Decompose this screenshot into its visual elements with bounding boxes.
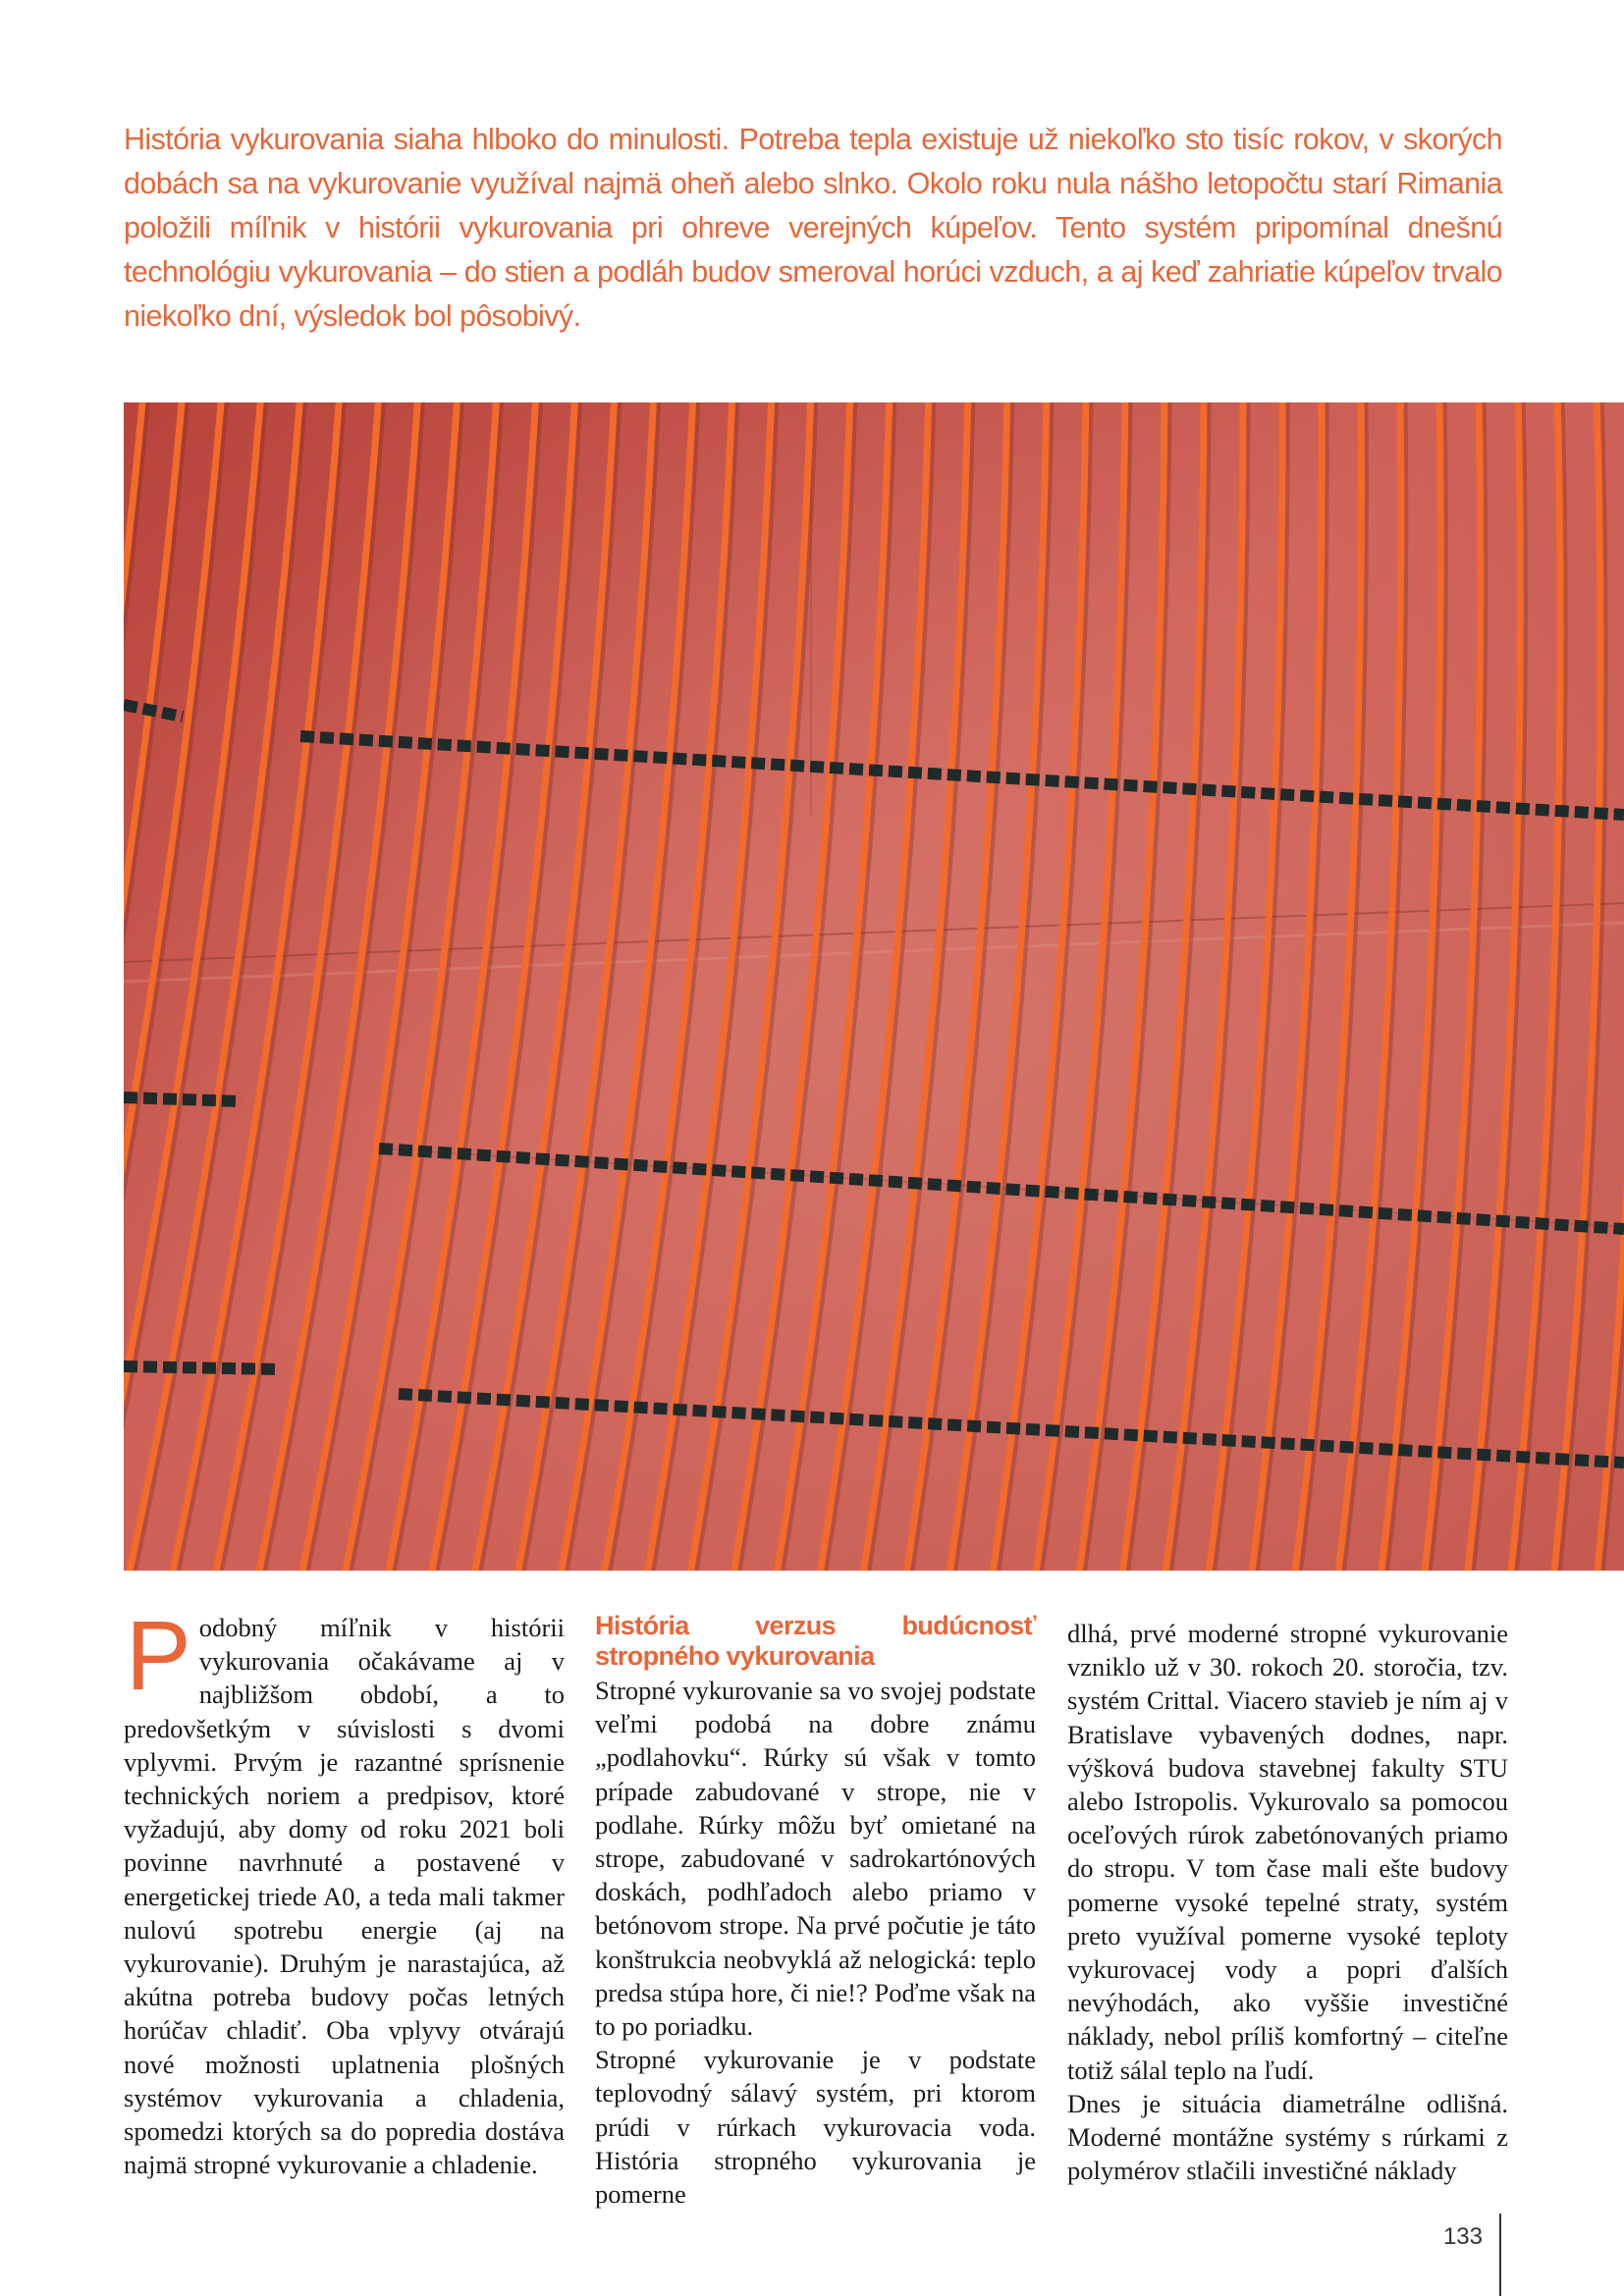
column-2 [595, 1611, 1036, 2211]
column-3-para-1: dlhá, prvé moderné stropné vykurovanie vzniklo už v 30. rokoch 20. storočia, tzv. systém Crittal. Viacero stavieb je ním aj v Bratislave vybavených dodnes, napr. výšková budova stavebnej fakulty STU alebo Istropolis. Vykurovalo sa pomocou oceľových rúrok zabetónovaných priamo do stropu. V tom čase mali ešte budovy pomerne vysoké tepelné straty, systém preto využíval pomerne vysoké teploty vykurovacej vody a popri ďalších nevýhodách, ako vyššie investičné náklady, nebol príliš komfortný – citeľne totiž sálal teplo na ľudí. [1067, 1619, 1508, 2085]
page-number: 133 [1442, 2223, 1483, 2250]
column-2-para-1: Stropné vykurovanie sa vo svojej podstate veľmi podobá na dobre známu „podlahovku“. Rúrky sú však v tomto prípade zabudované v strope, nie v podlahe. Rúrky môžu byť omietané na strope, zabudované v sadrokartónových doskách, podhľadoch alebo priamo v betónovom strope. Na prvé počutie je táto konštrukcia neobvyklá až nelogická: teplo predsa stúpa hore, či nie!? Poďme však na to po poriadku. [595, 1676, 1036, 2042]
column-1-text: odobný míľnik v histórii vykurovania očakávame aj v najbližšom období, a to predovšetkým v súvislosti s dvomi vplyvmi. Prvým je razantné sprísnenie technických noriem a predpisov, ktoré vyžadujú, aby domy od roku 2021 boli povinne navrhnuté a postavené v energetickej triede A0, a teda mali takmer nulovú spotrebu energie (aj na vykurovanie). Druhým je narastajúca, až akútna potreba budovy počas letných horúčav chladiť. Oba vplyvy otvárajú nové možnosti uplatnenia plošných systémov vykurovania a chladenia, spomedzi ktorých sa do popredia dostáva najmä stropné vykurovanie a chladenie. [124, 1613, 565, 2180]
intro-paragraph: História vykurovania siaha hlboko do minulosti. Potreba tepla existuje už niekoľko sto tisíc rokov, v skorých dobách sa na vykurovanie využíval najmä oheň alebo slnko. Okolo roku nula nášho letopočtu starí Rimania položili míľnik v histórii vykurovania pri ohreve verejných kúpeľov. Tento systém pripomínal dnešnú technológiu vykurovania – do stien a podláh budov smeroval horúci vzduch, a aj keď zahriatie kúpeľov trvalo niekoľko dní, výsledok bol pôsobivý. [124, 123, 1502, 333]
column-1 [124, 1601, 565, 2181]
column-2-para-2: Stropné vykurovanie je v podstate teplovodný sálavý systém, pri ktorom prúdi v rúrkach vykurovacia voda. História stropného vykurovania je pomerne [595, 2045, 1036, 2210]
ceiling-heating-pipes-photo [124, 402, 1624, 1571]
section-heading: História verzus budúcnosť stropného vykurovania [595, 1611, 1036, 1671]
page-number-rule [1499, 2214, 1501, 2296]
column-3 [1067, 1617, 1508, 2187]
drop-cap: P [126, 1601, 191, 1711]
column-3-para-2: Dnes je situácia diametrálne odlišná. Moderné montážne systémy s rúrkami z polymérov stlačili investičné náklady [1067, 2088, 1508, 2186]
